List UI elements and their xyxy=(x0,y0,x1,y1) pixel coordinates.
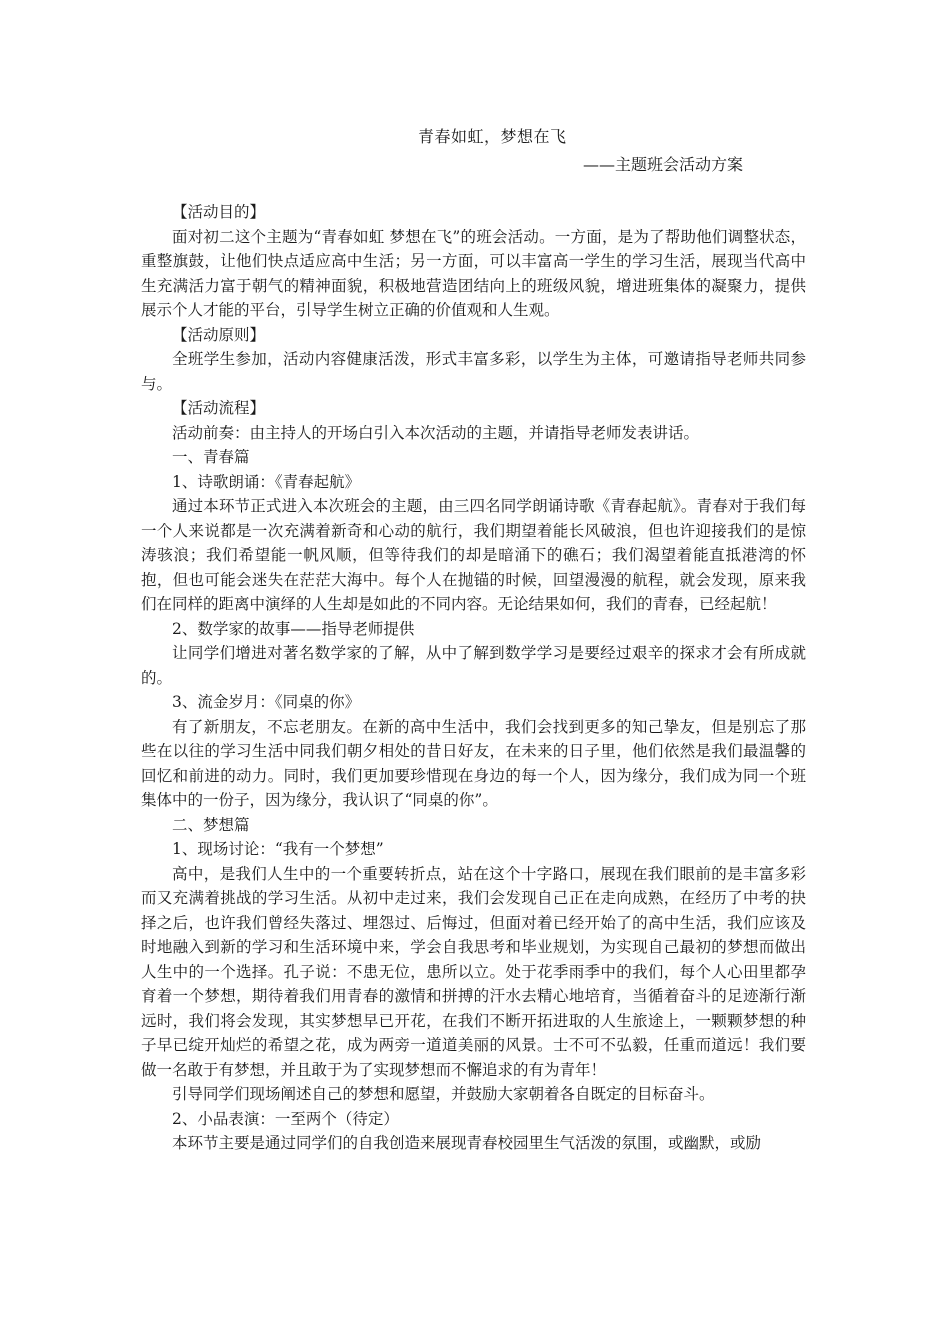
document-body xyxy=(141,200,806,1156)
paragraph: 面对初二这个主题为“青春如虹 梦想在飞”的班会活动。一方面，是为了帮助他们调整状态，重整旗鼓，让他们快点适应高中生活；另一方面，可以丰富高一学生的学习生活，展现当代高中生充满活力富于朝气的精神面貌，积极地营造团结向上的班级风貌，增进班集体的凝聚力，提供展示个人才能的平台，引导学生树立正确的价值观和人生观。 xyxy=(141,227,806,319)
item-heading: 2、小品表演：一至两个（待定） xyxy=(172,1109,399,1128)
paragraph: 本环节主要是通过同学们的自我创造来展现青春校园里生气活泼的氛围，或幽默，或励 xyxy=(172,1134,762,1152)
document-title: 青春如虹，梦想在飞 xyxy=(418,127,567,146)
item-heading: 1、现场讨论：“我有一个梦想” xyxy=(172,840,384,858)
section-heading: 【活动目的】 xyxy=(172,203,266,221)
item-heading: 1、诗歌朗诵：《青春起航》 xyxy=(172,472,361,491)
paragraph: 高中，是我们人生中的一个重要转折点，站在这个十字路口，展现在我们眼前的是丰富多彩而又充满着挑战的学习生活。从初中走过来，我们会发现自己正在走向成熟，在经历了中考的抉择之后，也许我们曾经失落过、埋怨过、后悔过，但面对着已经开始了的高中生活，我们应该及时地融入到新的学习和生活环境中来，学会自我思考和毕业规划，为实现自己最初的梦想而做出人生中的一个选择。孔子说：不患无位，患所以立。处于花季雨季中的我们，每个人心田里都孕育着一个梦想，期待着我们用青春的激情和拼搏的汗水去精心地培育，当循着奋斗的足迹渐行渐远时，我们将会发现，其实梦想早已开花，在我们不断开拓进取的人生旅途上，一颗颗梦想的种子早已绽开灿烂的希望之花，成为两旁一道道美丽的风景。士不可不弘毅，任重而道远！我们要做一名敢于有梦想，并且敢于为了实现梦想而不懈追求的有为青年！ xyxy=(141,864,806,1079)
part-heading: 一、青春篇 xyxy=(172,448,250,466)
paragraph: 让同学们增进对著名数学家的了解，从中了解到数学学习是要经过艰辛的探求才会有所成就的。 xyxy=(141,644,806,687)
paragraph: 通过本环节正式进入本次班会的主题，由三四名同学朗诵诗歌《青春起航》。青春对于我们每一个人来说都是一次充满着新奇和心动的航行，我们期望着能长风破浪，但也许迎接我们的是惊涛骇浪；我们希望能一帆风顺，但等待我们的却是暗涌下的礁石；我们渴望着能直抵港湾的怀抱，但也可能会迷失在茫茫大海中。每个人在抛锚的时候，回望漫漫的航程，就会发现，原来我们在同样的距离中演绎的人生却是如此的不同内容。无论结果如何，我们的青春，已经起航！ xyxy=(141,497,806,613)
paragraph: 引导同学们现场阐述自己的梦想和愿望，并鼓励大家朝着各自既定的目标奋斗。 xyxy=(172,1085,715,1103)
paragraph: 有了新朋友，不忘老朋友。在新的高中生活中，我们会找到更多的知己挚友，但是别忘了那些在以往的学习生活中同我们朝夕相处的昔日好友，在未来的日子里，他们依然是我们最温馨的回忆和前进的动力。同时，我们更加要珍惜现在身边的每一个人，因为缘分，我们成为同一个班集体中的一份子，因为缘分，我认识了“同桌的你”。 xyxy=(141,717,806,809)
paragraph: 活动前奏：由主持人的开场白引入本次活动的主题，并请指导老师发表讲话。 xyxy=(172,423,700,442)
part-heading: 二、梦想篇 xyxy=(172,815,250,834)
paragraph: 全班学生参加，活动内容健康活泼，形式丰富多彩，以学生为主体，可邀请指导老师共同参与。 xyxy=(141,350,806,393)
item-heading: 2、数学家的故事——指导老师提供 xyxy=(172,619,415,638)
section-heading: 【活动原则】 xyxy=(172,325,266,344)
section-heading: 【活动流程】 xyxy=(172,399,266,417)
item-heading: 3、流金岁月：《同桌的你》 xyxy=(172,693,361,711)
document-subtitle: ——主题班会活动方案 xyxy=(583,155,744,174)
